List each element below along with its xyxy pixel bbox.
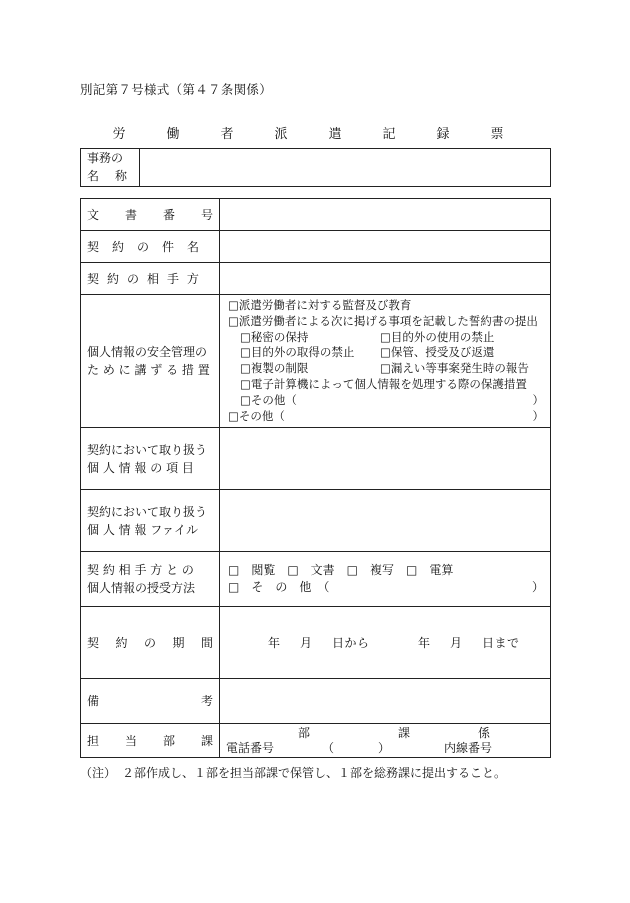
month-label: 月 [450,636,463,651]
checkbox-supervision[interactable]: □派遣労働者に対する監督及び教育 [228,298,412,312]
label-char: 課 [200,733,213,748]
exchange-method-label [81,552,220,607]
label-char: 番 [162,207,175,222]
phone-close-paren: ） [378,740,391,755]
department-field[interactable] [220,724,551,758]
day-from-label: 日から [332,636,370,651]
label-char: 考 [200,694,213,709]
close-paren: ） [532,408,544,423]
counterparty-label [81,263,220,295]
label-char: 方 [186,271,199,286]
measures-label-line1: 個人情報の安全管理の [87,345,208,360]
remarks-field[interactable] [220,679,551,724]
remarks-label [81,679,220,724]
label-char: 件 [161,239,174,254]
measures-label [81,295,220,428]
label-char: 当 [124,733,137,748]
label-char: 手 [166,271,179,286]
footnote: （注） ２部作成し、１部を担当部課で保管し、１部を総務課に提出すること。 [80,766,507,780]
year-label: 年 [418,636,431,651]
office-name-label-line1: 事務の [87,151,124,165]
label-char: の [143,635,156,650]
checkbox-pledge[interactable]: □派遣労働者による次に掲げる事項を記載した誓約書の提出 [228,313,538,328]
close-paren: ） [531,580,544,595]
contract-subject-field[interactable] [220,231,551,263]
label-char: 名 [186,239,199,254]
checkbox-other-inner[interactable]: □その他（ [240,392,297,407]
label-char: 備 [87,694,100,709]
office-name-label-char: 名 [87,169,100,183]
label-char: 間 [200,635,213,650]
exchange-method-other[interactable]: □ そ の 他 （ [228,580,330,595]
document-title: 労 働 者 派 遣 記 録 票 [112,127,518,142]
office-name-label-char: 称 [114,169,127,183]
exchange-method-options [220,552,551,607]
checkbox-no-acquisition[interactable]: □目的外の取得の禁止 [240,345,355,360]
checkbox-no-copy[interactable]: □複製の制限 [240,361,309,376]
measures-label-line2: た め に 講 ず る 措 置 [87,363,210,378]
counterparty-field[interactable] [220,263,551,295]
file-handled-label-line2: 個 人 情 報 ファイル [87,522,199,537]
record-table [80,198,551,758]
exchange-method-checkboxes[interactable]: □ 閲覧 □ 文書 □ 複写 □ 電算 [228,563,454,578]
office-name-table [80,148,551,187]
checkbox-leak-report[interactable]: □漏えい等事案発生時の報告 [380,361,529,376]
ka-label: 課 [398,725,411,740]
exchange-method-label-line2: 個人情報の授受方法 [87,581,196,596]
label-char: の [126,271,139,286]
label-char: 契 [87,271,100,286]
checkbox-storage[interactable]: □保管、授受及び返還 [380,345,495,360]
label-char: 契 [87,239,100,254]
office-name-label [81,149,140,187]
contract-subject-label [81,231,220,263]
label-char: 書 [124,207,137,222]
file-handled-field[interactable] [220,490,551,552]
form-number-label: 別記第７号様式（第４７条関係） [80,82,273,97]
doc-number-label [81,199,220,231]
extension-label: 内線番号 [444,740,493,755]
label-char: 相 [146,271,159,286]
file-handled-label [81,490,220,552]
measures-checklist [220,295,551,428]
items-handled-field[interactable] [220,428,551,490]
phone-label: 電話番号 [226,740,275,755]
label-char: 約 [115,635,128,650]
exchange-method-label-line1: 契 約 相 手 方 と の [87,563,194,578]
year-label: 年 [268,636,281,651]
label-char: 期 [172,635,185,650]
file-handled-label-line1: 契約において取り扱う [87,504,208,519]
period-label [81,607,220,679]
kakari-label: 係 [478,725,491,740]
month-label: 月 [300,636,313,651]
label-char: 文 [87,207,100,222]
contract-period-field[interactable] [220,607,551,679]
items-handled-label-line1: 契約において取り扱う [87,442,208,457]
label-char: の [136,239,149,254]
items-handled-label-line2: 個 人 情 報 の 項 目 [87,460,194,475]
phone-open-paren: （ [322,740,335,755]
checkbox-other-outer[interactable]: □その他（ [228,408,285,423]
items-handled-label [81,428,220,490]
checkbox-confidential[interactable]: □秘密の保持 [240,329,309,344]
label-char: 約 [106,271,119,286]
department-label [81,724,220,758]
label-char: 部 [162,733,175,748]
day-until-label: 日まで [482,636,520,651]
doc-number-field[interactable] [220,199,551,231]
checkbox-no-misuse[interactable]: □目的外の使用の禁止 [380,329,495,344]
office-name-field[interactable] [140,149,551,187]
label-char: 担 [87,733,100,748]
checkbox-computer[interactable]: □電子計算機によって個人情報を処理する際の保護措置 [240,376,527,391]
label-char: 契 [87,635,100,650]
close-paren: ） [532,392,544,407]
bu-label: 部 [298,725,311,740]
label-char: 約 [111,239,124,254]
label-char: 号 [200,207,213,222]
